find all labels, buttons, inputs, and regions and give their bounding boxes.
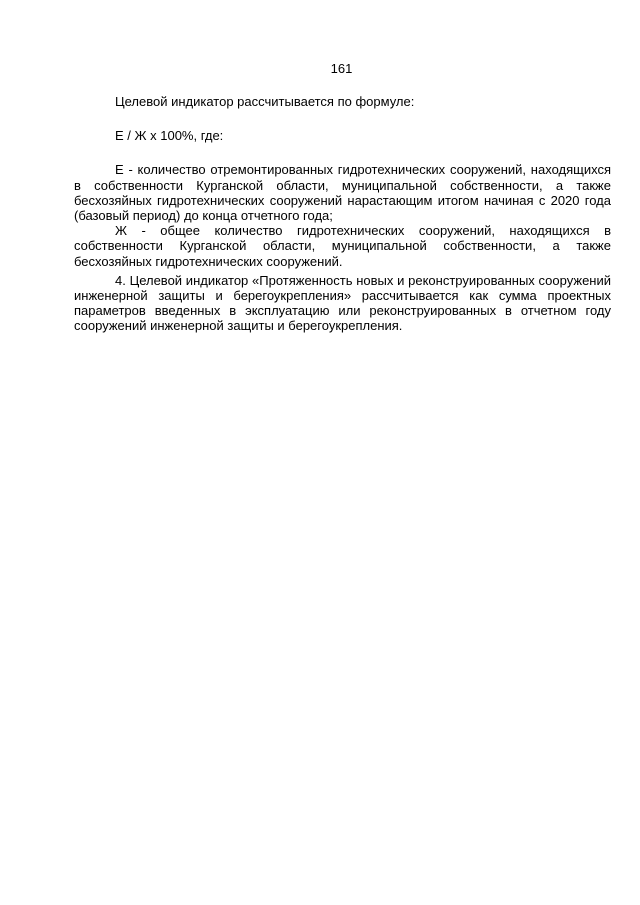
document-body xyxy=(74,94,611,334)
indicator-4-paragraph: 4. Целевой индикатор «Протяженность новых и реконструированных сооружений инженерной защиты и берегоукрепления» рассчитывается как сумма проектных параметров введенных в эксплуатацию или реконструированных в отчетном году сооружений инженерной защиты и берегоукрепления. xyxy=(74,272,611,334)
definition-zh-paragraph: Ж - общее количество гидротехнических сооружений, находящихся в собственности Курганской области, муниципальной собственности, а также бесхозяйных гидротехнических сооружений. xyxy=(74,223,611,269)
page-number: 161 xyxy=(330,61,353,76)
formula-intro-paragraph: Целевой индикатор рассчитывается по формуле: xyxy=(115,94,415,109)
definition-e-paragraph: Е - количество отремонтированных гидротехнических сооружений, находящихся в собственности Курганской области, муниципальной собственности, а также бесхозяйных гидротехнических сооружений нарастающим итогом начиная с 2020 года (базовый период) до конца отчетного года; xyxy=(74,162,611,224)
formula-line: Е / Ж х 100%, где: xyxy=(115,128,224,144)
